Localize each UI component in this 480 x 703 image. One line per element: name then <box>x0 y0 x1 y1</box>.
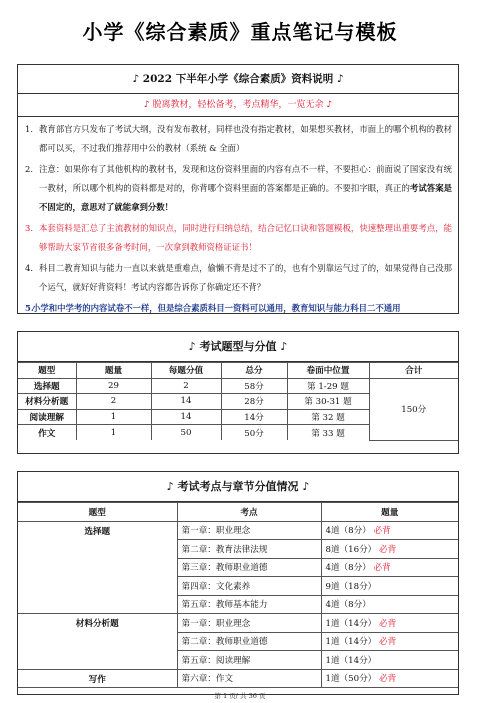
notice-item-text: 科目二教育知识与能力一直以来就是重难点，偷懒不背是过不了的，也有个别靠运气过了的，如果觉得自己没那个运气，就好好背资料！考试内容都告诉你了你确定还不背？ <box>39 263 452 292</box>
table-cell: 第 30-31 题 <box>287 394 369 410</box>
table-cell: 50分 <box>221 425 287 441</box>
count-cell <box>321 577 458 596</box>
notice-item-text: 注意：如果你有了其他机构的教材书，发现和这份资料里面的内容有点不一样，不要担心：前面说了国家没有统一教材，所以哪个机构的资料都是对的，你背哪个资料里面的答案都是正确的。不要扣字眼，真正的 <box>39 164 452 193</box>
table-cell: 材料分析题 <box>18 394 76 410</box>
must-tag: 必背 <box>379 618 397 629</box>
header-cell: 卷面中位置 <box>287 363 369 379</box>
count-value: 9道（18分） <box>325 581 377 592</box>
header-cell: 题量 <box>321 503 458 522</box>
count-cell <box>321 595 458 614</box>
table-cell: 第 1-29 题 <box>287 378 369 394</box>
notice-box <box>17 64 459 314</box>
count-cell <box>321 669 458 688</box>
page-footer: 第 1 页/ 共 36 页 <box>214 692 266 700</box>
table-row <box>18 521 458 540</box>
notice-item-1 <box>25 120 452 158</box>
header-cell: 题型 <box>18 363 76 379</box>
notice-item-5 <box>25 299 452 318</box>
point-cell: 第二章：教育法律法规 <box>177 540 321 559</box>
point-cell: 第五章：教师基本能力 <box>177 595 321 614</box>
count-value: 1道（50分） <box>325 674 377 685</box>
header-cell: 总分 <box>221 363 287 379</box>
count-value: 1道（14分） <box>325 637 377 648</box>
notice-item-text: 小学和中学考的内容试卷不一样，但是综合素质科目一资料可以通用，教育知识与能力科目二不通用 <box>32 303 401 313</box>
table-cell: 2 <box>151 378 221 394</box>
total-cell: 150分 <box>369 378 458 440</box>
notice-item-4 <box>25 259 452 297</box>
notice-item-number: 2. <box>25 164 33 174</box>
table-cell: 14 <box>151 409 221 425</box>
notice-item-text: 本套资料是汇总了主流教材的知识点，同时进行归纳总结，结合记忆口诀和答题模板，快速整理出重要考点，能够帮助大家节省很多备考时间，一次拿到教师资格证证书！ <box>39 223 452 252</box>
point-cell: 第六章：作文 <box>177 669 321 688</box>
notice-item-number: 1. <box>25 124 33 134</box>
table-cell: 第 33 题 <box>287 425 369 441</box>
notice-list <box>18 117 458 318</box>
must-tag: 必背 <box>373 563 391 574</box>
count-value: 8道（16分） <box>325 544 377 555</box>
notice-item-emphasis: 考试答案是不固定的，意思对了就能拿到分数！ <box>39 183 452 212</box>
score-table-heading: ♪ 考试题型与分值 ♪ <box>18 332 458 362</box>
type-cell: 材料分析题 <box>18 614 177 670</box>
notice-item-number: 4. <box>25 263 33 273</box>
must-tag: 必背 <box>379 637 397 648</box>
header-cell: 考点 <box>177 503 321 522</box>
header-cell: 合计 <box>369 363 458 379</box>
point-cell: 第一章：职业理念 <box>177 614 321 633</box>
count-cell <box>321 521 458 540</box>
chapter-table-box <box>17 471 459 695</box>
chapter-table-header-row <box>18 503 458 522</box>
table-cell: 第 32 题 <box>287 409 369 425</box>
type-cell: 选择题 <box>18 521 177 614</box>
count-cell <box>321 651 458 670</box>
notice-item-number: 5. <box>25 303 34 313</box>
chapter-table-heading: ♪ 考试考点与章节分值情况 ♪ <box>18 472 458 502</box>
count-value: 4道（8分） <box>325 600 371 611</box>
score-table-header-row <box>18 363 458 379</box>
point-cell: 第四章：文化素养 <box>177 577 321 596</box>
score-table <box>18 362 458 441</box>
table-cell: 50 <box>151 425 221 441</box>
header-cell: 每题分值 <box>151 363 221 379</box>
point-cell: 第三章：教师职业道德 <box>177 558 321 577</box>
table-cell: 28分 <box>221 394 287 410</box>
notice-slogan: ♪ 脱离教材，轻松备考，考点精华，一览无余 ♪ <box>18 94 458 117</box>
notice-item-3 <box>25 219 452 257</box>
must-tag: 必背 <box>379 544 397 555</box>
notice-item-number: 3. <box>25 223 33 233</box>
count-cell <box>321 540 458 559</box>
count-value: 1道（14分） <box>325 618 377 629</box>
notice-heading: ♪ 2022 下半年小学《综合素质》资料说明 ♪ <box>18 65 458 94</box>
table-row <box>18 669 458 688</box>
count-value: 1道（14分） <box>325 655 377 666</box>
table-row <box>18 614 458 633</box>
point-cell: 第一章：职业理念 <box>177 521 321 540</box>
header-cell: 题量 <box>76 363 151 379</box>
point-cell: 第五章：阅读理解 <box>177 651 321 670</box>
table-cell: 14 <box>151 394 221 410</box>
notice-item-text-wrap <box>39 160 452 217</box>
point-cell: 第二章：教师职业道德 <box>177 632 321 651</box>
table-cell: 1 <box>76 425 151 441</box>
notice-item-2 <box>25 160 452 217</box>
table-cell: 58分 <box>221 378 287 394</box>
score-table-box <box>17 331 459 454</box>
notice-item-text: 教育部官方只发布了考试大纲，没有发布教材，同样也没有指定教材，如果想买教材，市面上的哪个机构的教材都可以买，不过我们推荐用中公的教材（系统 & 全面） <box>39 124 452 153</box>
chapter-table <box>18 502 458 688</box>
must-tag: 必背 <box>379 674 397 685</box>
table-cell: 作文 <box>18 425 76 441</box>
count-cell <box>321 632 458 651</box>
header-cell: 题型 <box>18 503 177 522</box>
table-cell: 阅读理解 <box>18 409 76 425</box>
must-tag: 必背 <box>373 526 391 537</box>
table-cell: 1 <box>76 409 151 425</box>
type-cell: 写作 <box>18 669 177 688</box>
table-row <box>18 378 458 394</box>
count-value: 4道（8分） <box>325 563 371 574</box>
table-cell: 14分 <box>221 409 287 425</box>
page-title: 小学《综合素质》重点笔记与模板 <box>82 20 398 44</box>
table-cell: 29 <box>76 378 151 394</box>
count-value: 4道（8分） <box>325 526 371 537</box>
table-cell: 2 <box>76 394 151 410</box>
table-cell: 选择题 <box>18 378 76 394</box>
count-cell <box>321 614 458 633</box>
count-cell <box>321 558 458 577</box>
